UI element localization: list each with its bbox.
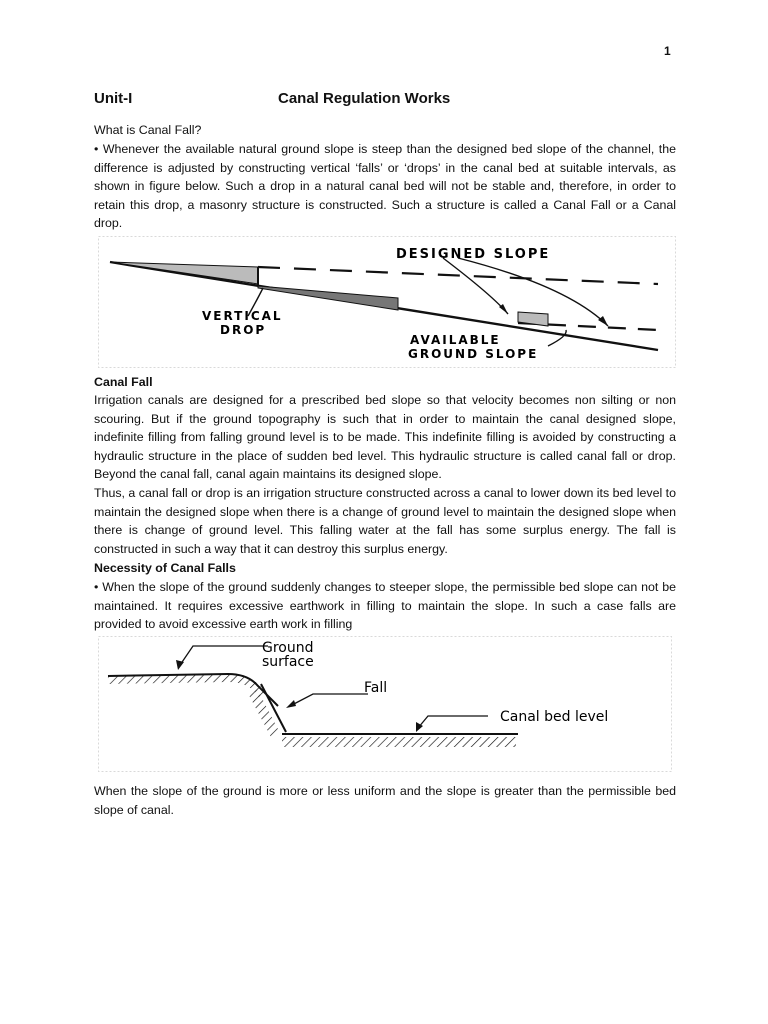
available-label: AVAILABLE	[410, 333, 501, 347]
section-paragraph-necessity: • When the slope of the ground suddenly changes to steeper slope, the permissible bed slope can not be maintained. It requires excessive earthwork in filling to maintain the slope. In such a case falls are provided to avoid excessive earth work in filling	[94, 580, 676, 632]
figure-designed-slope	[98, 236, 676, 368]
vertical-label: VERTICAL	[202, 309, 283, 323]
page-title: Canal Regulation Works	[278, 90, 451, 107]
figure-ground-fall	[98, 636, 672, 772]
unit-label: Unit-I	[94, 90, 133, 107]
section-heading-canal-fall: Canal Fall	[94, 375, 153, 389]
section-heading-necessity: Necessity of Canal Falls	[94, 561, 236, 575]
ground-label: Ground	[262, 640, 314, 656]
designed-slope-label: DESIGNED SLOPE	[396, 247, 551, 262]
section-paragraph-uniform-slope: When the slope of the ground is more or less uniform and the slope is greater than the permissible bed slope of canal.	[94, 784, 676, 817]
section-paragraph-canal-fall-2: Thus, a canal fall or drop is an irrigation structure constructed across a canal to lower down its bed level to maintain the designed slope when there is a change of ground level to maintain the designed slope when there is change of ground level. This falling water at the fall has some surplus energy. The fall is constructed in such a way that it can destroy this surplus energy.	[94, 486, 676, 556]
section-paragraph-canal-fall-intro: • Whenever the available natural ground slope is steep than the designed bed slope of the channel, the difference is adjusted by constructing vertical ‘falls’ or ‘drops’ in the canal bed at suitable intervals, as shown in figure below. Such a drop in a natural canal bed will not be stable and, therefore, in order to retain this drop, a masonry structure is constructed. Such a structure is called a Canal Fall or a Canal drop.	[94, 142, 676, 231]
ground-slope-label: GROUND SLOPE	[408, 347, 539, 361]
fall-label: Fall	[364, 680, 388, 696]
canal-bed-level-label: Canal bed level	[500, 709, 609, 725]
drop-label: DROP	[220, 323, 267, 337]
section-paragraph-canal-fall-1: Irrigation canals are designed for a prescribed bed slope so that velocity becomes non silting or non scouring. But if the ground topography is such that in order to maintain the canal designed slope, indefinite filling from falling ground level is to be made. This indefinite filling is avoided by constructing a hydraulic structure in the place of sudden bed level. This hydraulic structure is called canal fall or drop. Beyond the canal fall, canal again maintains its designed slope.	[94, 393, 676, 482]
surface-label: surface	[262, 654, 314, 670]
page-number: 1	[664, 44, 671, 58]
section-heading-what-is-canal-fall: What is Canal Fall?	[94, 123, 202, 137]
